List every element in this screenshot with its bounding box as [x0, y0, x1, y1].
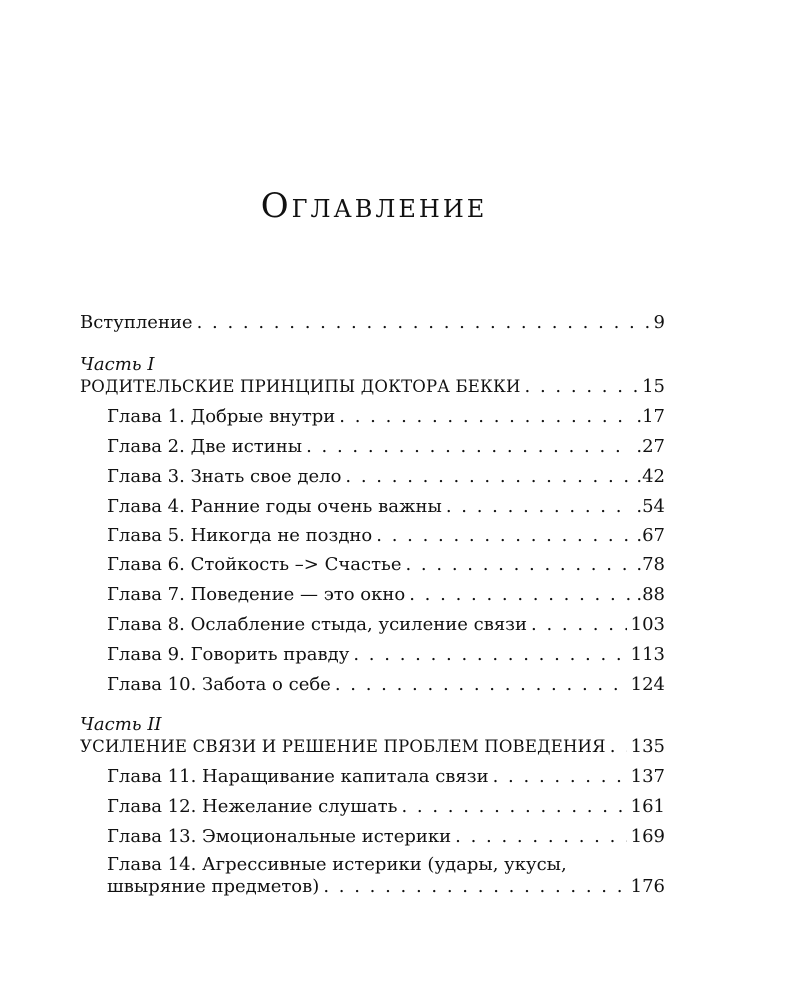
- toc-entry-chapter[interactable]: [107, 436, 665, 458]
- toc-entry-label: Глава 9. Говорить правду: [107, 644, 350, 665]
- toc-entry-page: .88: [636, 584, 665, 605]
- toc-entry-chapter[interactable]: [107, 525, 665, 547]
- toc-part-heading[interactable]: [80, 736, 665, 758]
- toc-entry-page: .78: [636, 554, 665, 575]
- dot-leader: [335, 674, 627, 696]
- toc-entry-page: 113: [630, 644, 665, 665]
- dot-leader: [493, 766, 627, 788]
- dot-leader: [197, 312, 650, 334]
- toc-part-heading-label: РОДИТЕЛЬСКИЕ ПРИНЦИПЫ ДОКТОРА БЕККИ: [80, 377, 521, 396]
- toc-entry-label: Глава 13. Эмоциональные истерики: [107, 826, 452, 847]
- toc-entry-page: .27: [636, 436, 665, 457]
- toc-entry-label: Глава 6. Стойкость –> Счастье: [107, 554, 402, 575]
- toc-entry-chapter[interactable]: [107, 614, 665, 636]
- dot-leader: [525, 376, 639, 398]
- toc-part-heading[interactable]: [80, 376, 665, 398]
- dot-leader: [353, 644, 626, 666]
- toc-entry-page: .67: [636, 525, 665, 546]
- page-title: Оглавление: [260, 186, 488, 226]
- dot-leader: [531, 614, 627, 636]
- toc-entry-chapter[interactable]: [107, 584, 665, 606]
- toc-entry-intro[interactable]: [80, 312, 665, 334]
- dot-leader: [610, 736, 627, 758]
- toc-entry-page: 176: [630, 876, 665, 897]
- toc-entry-chapter-line1[interactable]: Глава 14. Агрессивные истерики (удары, укусы,: [107, 854, 567, 875]
- toc-entry-page: 169: [630, 826, 665, 847]
- dot-leader: [376, 525, 632, 547]
- dot-leader: [405, 554, 632, 576]
- toc-entry-page: 15: [642, 376, 665, 397]
- toc-entry-label: Глава 2. Две истины: [107, 436, 303, 457]
- toc-entry-page: .54: [636, 496, 665, 517]
- toc-entry-label: Вступление: [80, 312, 193, 333]
- toc-entry-label: Глава 1. Добрые внутри: [107, 406, 336, 427]
- toc-entry-label: Глава 3. Знать свое дело: [107, 466, 342, 487]
- dot-leader: [446, 496, 633, 518]
- toc-entry-chapter[interactable]: [107, 496, 665, 518]
- toc-entry-chapter[interactable]: [107, 554, 665, 576]
- toc-entry-chapter[interactable]: [107, 826, 665, 848]
- toc-entry-chapter[interactable]: [107, 796, 665, 818]
- dot-leader: [323, 876, 626, 898]
- toc-entry-page: 124: [630, 674, 665, 695]
- toc-entry-chapter[interactable]: [107, 876, 665, 898]
- toc-entry-label: Глава 5. Никогда не поздно: [107, 525, 373, 546]
- toc-entry-page: 137: [630, 766, 665, 787]
- toc-entry-chapter[interactable]: [107, 644, 665, 666]
- toc-entry-page: 103: [630, 614, 665, 635]
- part-label: Часть I: [80, 354, 155, 375]
- dot-leader: [409, 584, 632, 606]
- dot-leader: [339, 406, 632, 428]
- toc-entry-label: Глава 12. Нежелание слушать: [107, 796, 398, 817]
- toc-entry-label: Глава 7. Поведение — это окно: [107, 584, 406, 605]
- toc-entry-label: Глава 10. Забота о себе: [107, 674, 331, 695]
- toc-entry-chapter[interactable]: [107, 766, 665, 788]
- dot-leader: [455, 826, 626, 848]
- toc-entry-label: Глава 8. Ослабление стыда, усиление связи: [107, 614, 527, 635]
- toc-entry-chapter[interactable]: [107, 466, 665, 488]
- toc-entry-chapter[interactable]: [107, 674, 665, 696]
- dot-leader: [306, 436, 632, 458]
- toc-entry-page: 135: [630, 736, 665, 757]
- toc-entry-page: .17: [636, 406, 665, 427]
- part-label: Часть II: [80, 714, 162, 735]
- toc-entry-page: 9: [653, 312, 665, 333]
- toc-entry-label: швыряние предметов): [107, 876, 320, 897]
- toc-entry-page: 161: [630, 796, 665, 817]
- toc-entry-chapter[interactable]: [107, 406, 665, 428]
- dot-leader: [345, 466, 632, 488]
- toc-entry-label: Глава 4. Ранние годы очень важны: [107, 496, 442, 517]
- toc-entry-label: Глава 11. Наращивание капитала связи: [107, 766, 489, 787]
- dot-leader: [401, 796, 626, 818]
- toc-entry-page: .42: [636, 466, 665, 487]
- toc-part-heading-label: УСИЛЕНИЕ СВЯЗИ И РЕШЕНИЕ ПРОБЛЕМ ПОВЕДЕНИЯ: [80, 737, 606, 756]
